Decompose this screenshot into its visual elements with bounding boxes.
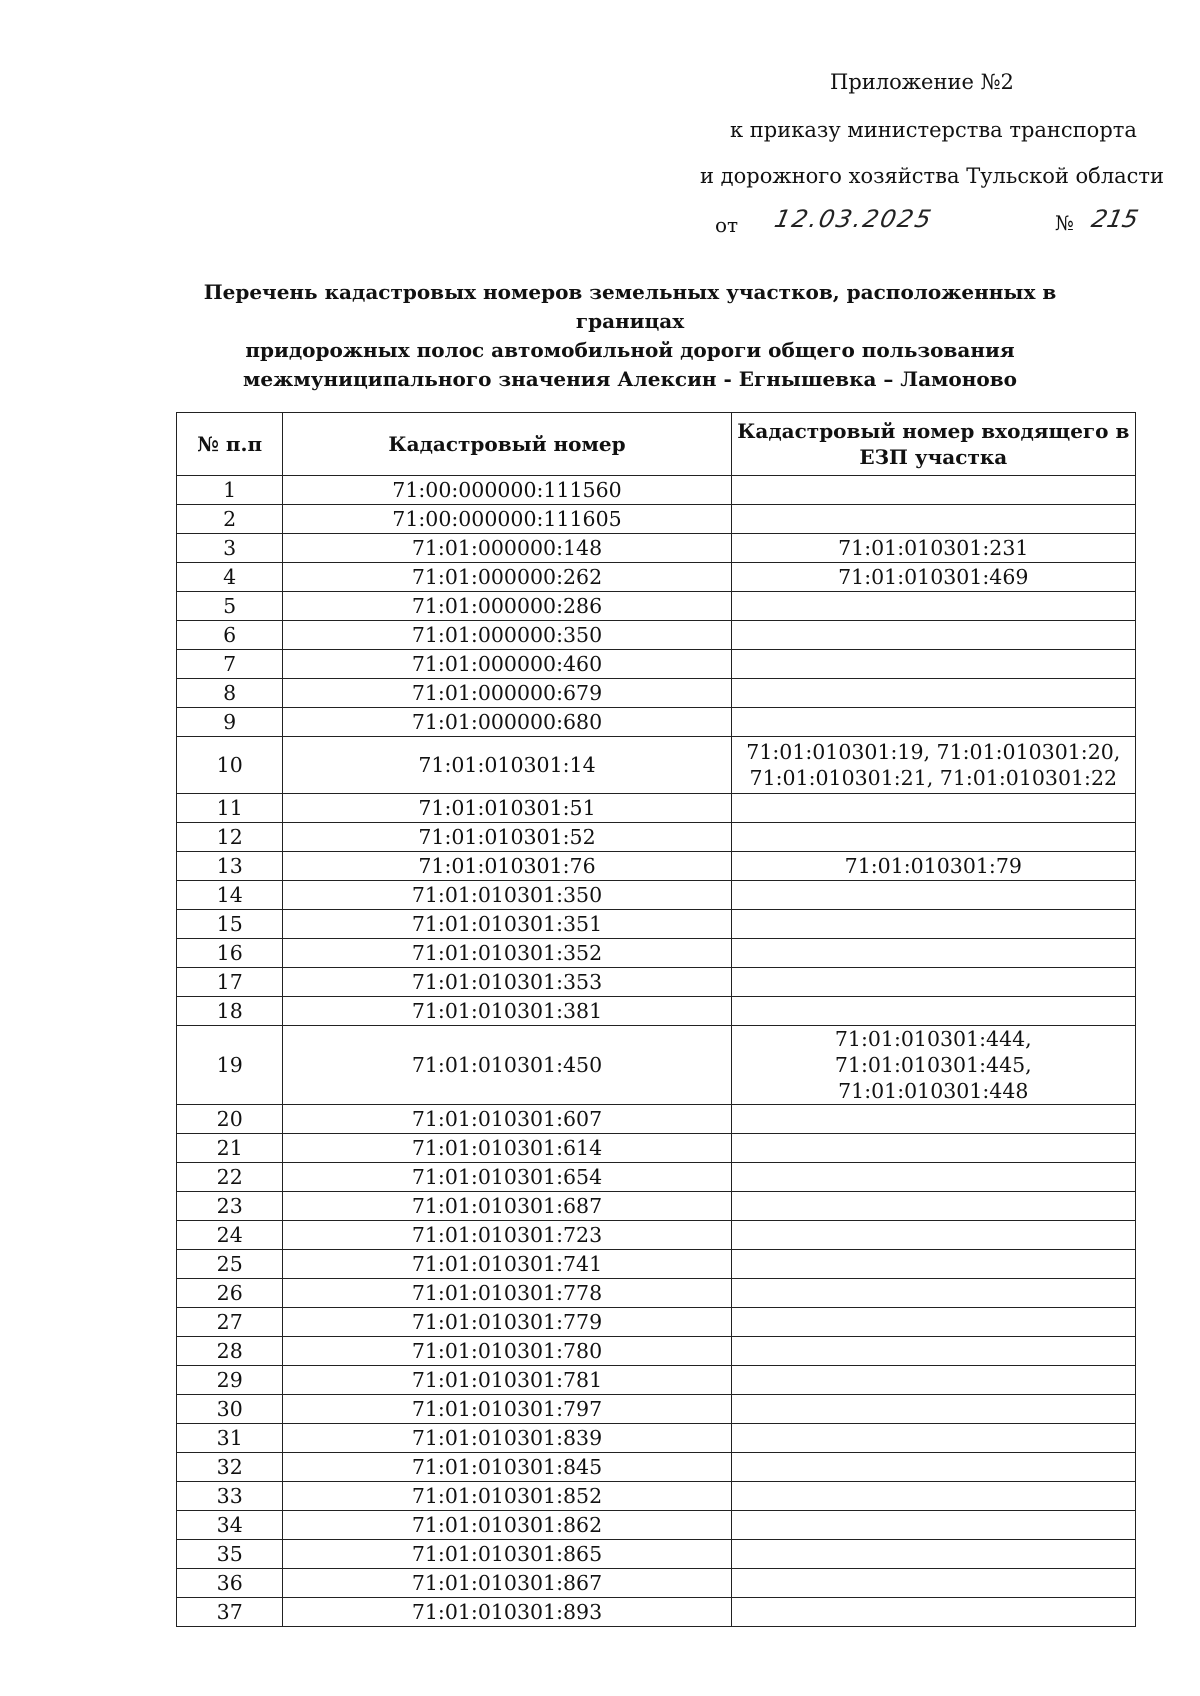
handwritten-order-number: 215 xyxy=(1089,205,1141,233)
cadastral-number-cell: 71:01:010301:780 xyxy=(283,1337,731,1366)
row-number-cell: 31 xyxy=(177,1424,283,1453)
table-row xyxy=(177,737,1136,794)
ezp-number-cell xyxy=(731,1598,1135,1627)
ezp-number-cell: 71:01:010301:79 xyxy=(731,852,1135,881)
ezp-number-cell xyxy=(731,881,1135,910)
row-number-cell: 17 xyxy=(177,968,283,997)
ezp-number-cell xyxy=(731,1250,1135,1279)
ezp-number-cell xyxy=(731,1192,1135,1221)
cadastral-number-cell: 71:01:010301:51 xyxy=(283,794,731,823)
row-number-cell: 27 xyxy=(177,1308,283,1337)
ministry-name: и дорожного хозяйства Тульской области xyxy=(700,164,1165,188)
cadastral-number-cell: 71:01:010301:779 xyxy=(283,1308,731,1337)
table-row xyxy=(177,1279,1136,1308)
ezp-number-cell xyxy=(731,1424,1135,1453)
table-row xyxy=(177,1337,1136,1366)
table-row xyxy=(177,563,1136,592)
table-row xyxy=(177,1163,1136,1192)
cadastral-number-cell: 71:01:010301:852 xyxy=(283,1482,731,1511)
cadastral-number-cell: 71:01:010301:353 xyxy=(283,968,731,997)
table-row xyxy=(177,1026,1136,1105)
ezp-number-cell xyxy=(731,823,1135,852)
row-number-cell: 29 xyxy=(177,1366,283,1395)
order-reference: к приказу министерства транспорта xyxy=(730,118,1137,142)
cadastral-number-cell: 71:01:000000:350 xyxy=(283,621,731,650)
cadastral-number-cell: 71:01:010301:865 xyxy=(283,1540,731,1569)
row-number-cell: 28 xyxy=(177,1337,283,1366)
ezp-number-cell xyxy=(731,1366,1135,1395)
cadastral-number-cell: 71:01:010301:381 xyxy=(283,997,731,1026)
cadastral-number-cell: 71:01:010301:741 xyxy=(283,1250,731,1279)
table-row xyxy=(177,881,1136,910)
row-number-cell: 2 xyxy=(177,505,283,534)
table-row xyxy=(177,1424,1136,1453)
ezp-number-cell: 71:01:010301:444, 71:01:010301:445, 71:01:010301:448 xyxy=(731,1026,1135,1105)
table-row xyxy=(177,1569,1136,1598)
cadastral-number-cell: 71:01:010301:723 xyxy=(283,1221,731,1250)
ezp-number-cell: 71:01:010301:19, 71:01:010301:20, 71:01:010301:21, 71:01:010301:22 xyxy=(731,737,1135,794)
cadastral-number-cell: 71:01:010301:797 xyxy=(283,1395,731,1424)
row-number-cell: 13 xyxy=(177,852,283,881)
table-row xyxy=(177,1598,1136,1627)
ezp-number-cell xyxy=(731,1308,1135,1337)
table-row xyxy=(177,852,1136,881)
table-row xyxy=(177,823,1136,852)
cadastral-number-cell: 71:01:000000:680 xyxy=(283,708,731,737)
ezp-number-cell xyxy=(731,1569,1135,1598)
table-row xyxy=(177,505,1136,534)
table-row xyxy=(177,1453,1136,1482)
ezp-number-cell xyxy=(731,1482,1135,1511)
cadastral-number-cell: 71:01:010301:14 xyxy=(283,737,731,794)
ezp-number-cell xyxy=(731,1540,1135,1569)
row-number-cell: 5 xyxy=(177,592,283,621)
cadastral-number-cell: 71:01:010301:839 xyxy=(283,1424,731,1453)
table-row xyxy=(177,1540,1136,1569)
ezp-number-cell xyxy=(731,1279,1135,1308)
ezp-number-cell xyxy=(731,592,1135,621)
table-row xyxy=(177,910,1136,939)
cadastral-number-cell: 71:01:010301:351 xyxy=(283,910,731,939)
handwritten-date: 12.03.2025 xyxy=(772,205,936,233)
ezp-number-cell xyxy=(731,1395,1135,1424)
title-line-1: Перечень кадастровых номеров земельных участков, расположенных в границах xyxy=(203,280,1057,333)
column-header-number: № п.п xyxy=(177,413,283,476)
cadastral-number-cell: 71:01:000000:148 xyxy=(283,534,731,563)
ezp-number-cell xyxy=(731,1163,1135,1192)
cadastral-number-cell: 71:01:010301:778 xyxy=(283,1279,731,1308)
ezp-number-cell xyxy=(731,968,1135,997)
table-row xyxy=(177,1134,1136,1163)
ezp-number-cell xyxy=(731,1221,1135,1250)
row-number-cell: 37 xyxy=(177,1598,283,1627)
ezp-number-cell xyxy=(731,621,1135,650)
table-row xyxy=(177,621,1136,650)
table-row xyxy=(177,1511,1136,1540)
date-label: от xyxy=(715,213,739,237)
cadastral-number-cell: 71:01:010301:607 xyxy=(283,1105,731,1134)
table-row xyxy=(177,1105,1136,1134)
row-number-cell: 34 xyxy=(177,1511,283,1540)
document-title xyxy=(150,278,1110,394)
table-row xyxy=(177,968,1136,997)
order-number-label: № xyxy=(1055,211,1074,235)
cadastral-number-cell: 71:01:000000:286 xyxy=(283,592,731,621)
title-line-2: придорожных полос автомобильной дороги общего пользования xyxy=(245,338,1015,362)
table-row xyxy=(177,534,1136,563)
row-number-cell: 3 xyxy=(177,534,283,563)
row-number-cell: 23 xyxy=(177,1192,283,1221)
row-number-cell: 10 xyxy=(177,737,283,794)
row-number-cell: 32 xyxy=(177,1453,283,1482)
ezp-number-cell xyxy=(731,1511,1135,1540)
table-row xyxy=(177,1221,1136,1250)
cadastral-number-cell: 71:00:000000:111605 xyxy=(283,505,731,534)
cadastral-number-cell: 71:01:010301:450 xyxy=(283,1026,731,1105)
cadastral-number-cell: 71:01:010301:350 xyxy=(283,881,731,910)
row-number-cell: 12 xyxy=(177,823,283,852)
cadastral-number-cell: 71:01:010301:867 xyxy=(283,1569,731,1598)
ezp-number-cell xyxy=(731,708,1135,737)
title-line-3: межмуниципального значения Алексин - Егнышевка – Ламоново xyxy=(243,367,1017,391)
row-number-cell: 4 xyxy=(177,563,283,592)
row-number-cell: 21 xyxy=(177,1134,283,1163)
ezp-number-cell xyxy=(731,794,1135,823)
ezp-number-cell xyxy=(731,505,1135,534)
cadastral-number-cell: 71:01:010301:862 xyxy=(283,1511,731,1540)
ezp-number-cell xyxy=(731,1337,1135,1366)
table-row xyxy=(177,679,1136,708)
table-row xyxy=(177,939,1136,968)
row-number-cell: 11 xyxy=(177,794,283,823)
cadastral-number-cell: 71:00:000000:111560 xyxy=(283,476,731,505)
row-number-cell: 14 xyxy=(177,881,283,910)
ezp-number-cell: 71:01:010301:231 xyxy=(731,534,1135,563)
table-row xyxy=(177,592,1136,621)
row-number-cell: 9 xyxy=(177,708,283,737)
cadastral-number-cell: 71:01:010301:687 xyxy=(283,1192,731,1221)
cadastral-number-cell: 71:01:000000:679 xyxy=(283,679,731,708)
table-row xyxy=(177,1366,1136,1395)
table-row xyxy=(177,1250,1136,1279)
row-number-cell: 33 xyxy=(177,1482,283,1511)
row-number-cell: 26 xyxy=(177,1279,283,1308)
appendix-number: Приложение №2 xyxy=(830,70,1014,94)
row-number-cell: 22 xyxy=(177,1163,283,1192)
cadastral-number-cell: 71:01:010301:654 xyxy=(283,1163,731,1192)
row-number-cell: 36 xyxy=(177,1569,283,1598)
table-row xyxy=(177,708,1136,737)
cadastral-number-cell: 71:01:000000:262 xyxy=(283,563,731,592)
ezp-number-cell xyxy=(731,679,1135,708)
row-number-cell: 1 xyxy=(177,476,283,505)
cadastral-number-cell: 71:01:010301:76 xyxy=(283,852,731,881)
cadastral-number-cell: 71:01:010301:893 xyxy=(283,1598,731,1627)
row-number-cell: 15 xyxy=(177,910,283,939)
row-number-cell: 30 xyxy=(177,1395,283,1424)
table-row xyxy=(177,476,1136,505)
ezp-number-cell xyxy=(731,939,1135,968)
table-row xyxy=(177,794,1136,823)
ezp-number-cell xyxy=(731,910,1135,939)
column-header-ezp: Кадастровый номер входящего в ЕЗП участка xyxy=(731,413,1135,476)
cadastral-number-cell: 71:01:010301:52 xyxy=(283,823,731,852)
cadastral-number-cell: 71:01:010301:614 xyxy=(283,1134,731,1163)
row-number-cell: 18 xyxy=(177,997,283,1026)
row-number-cell: 20 xyxy=(177,1105,283,1134)
cadastral-number-cell: 71:01:000000:460 xyxy=(283,650,731,679)
ezp-number-cell xyxy=(731,650,1135,679)
row-number-cell: 16 xyxy=(177,939,283,968)
column-header-cadastral: Кадастровый номер xyxy=(283,413,731,476)
table-row xyxy=(177,1395,1136,1424)
row-number-cell: 24 xyxy=(177,1221,283,1250)
table-row xyxy=(177,1482,1136,1511)
ezp-number-cell xyxy=(731,1105,1135,1134)
ezp-number-cell xyxy=(731,997,1135,1026)
cadastral-number-cell: 71:01:010301:781 xyxy=(283,1366,731,1395)
table-row xyxy=(177,650,1136,679)
row-number-cell: 25 xyxy=(177,1250,283,1279)
ezp-number-cell xyxy=(731,1134,1135,1163)
row-number-cell: 7 xyxy=(177,650,283,679)
ezp-number-cell xyxy=(731,1453,1135,1482)
table-header-row xyxy=(177,413,1136,476)
table-row xyxy=(177,1192,1136,1221)
row-number-cell: 8 xyxy=(177,679,283,708)
cadastral-number-cell: 71:01:010301:845 xyxy=(283,1453,731,1482)
ezp-number-cell xyxy=(731,476,1135,505)
table-row xyxy=(177,997,1136,1026)
table-row xyxy=(177,1308,1136,1337)
cadastral-table xyxy=(176,412,1136,1627)
cadastral-number-cell: 71:01:010301:352 xyxy=(283,939,731,968)
row-number-cell: 35 xyxy=(177,1540,283,1569)
row-number-cell: 6 xyxy=(177,621,283,650)
row-number-cell: 19 xyxy=(177,1026,283,1105)
table-body xyxy=(177,476,1136,1627)
ezp-number-cell: 71:01:010301:469 xyxy=(731,563,1135,592)
